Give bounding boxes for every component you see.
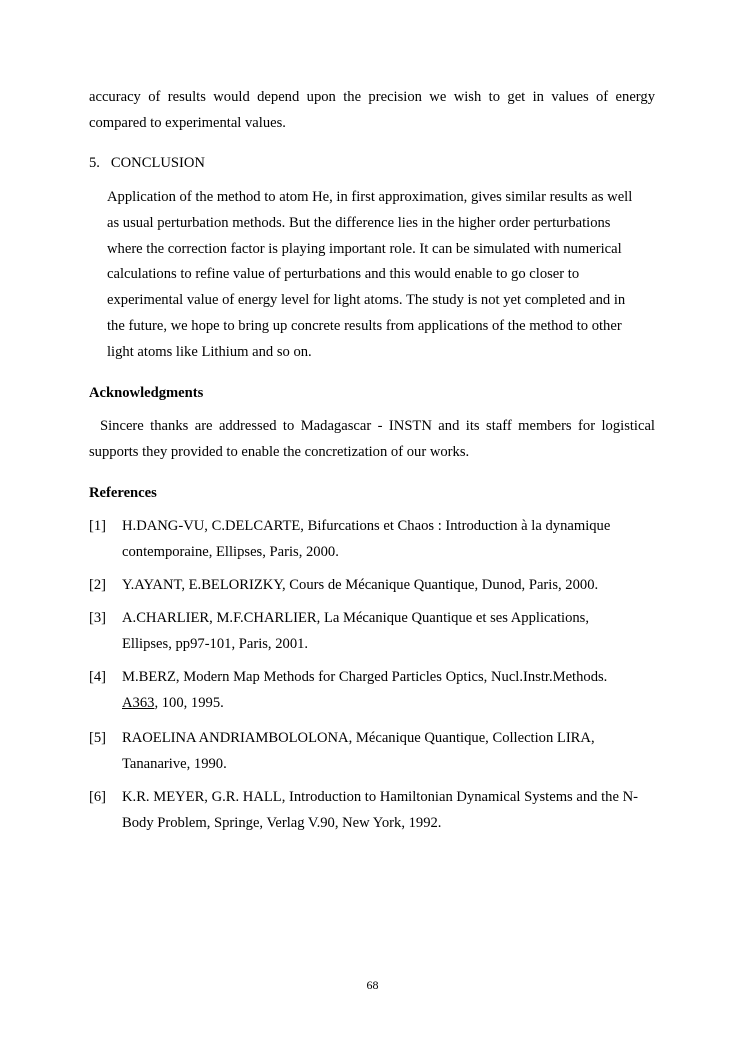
reference-line: A.CHARLIER, M.F.CHARLIER, La Mécanique Quantique et ses Applications, [122, 610, 589, 626]
reference-line: Ellipses, pp97-101, Paris, 2001. [122, 635, 309, 652]
conclusion-line: Application of the method to atom He, in first approximation, gives similar results as well [107, 189, 633, 205]
reference-line: H.DANG-VU, C.DELCARTE, Bifurcations et Chaos : Introduction à la dynamique [122, 518, 611, 534]
page-number: 68 [366, 978, 379, 992]
reference-line: Body Problem, Springe, Verlag V.90, New York, 1992. [122, 814, 442, 831]
conclusion-line: as usual perturbation methods. But the difference lies in the higher order perturbations [107, 214, 611, 231]
volume-link[interactable]: A363 [122, 694, 155, 711]
reference-line: contemporaine, Ellipses, Paris, 2000. [122, 543, 339, 560]
reference-line: Y.AYANT, E.BELORIZKY, Cours de Mécanique Quantique, Dunod, Paris, 2000. [122, 577, 599, 593]
reference-number: [3] [89, 610, 107, 626]
reference-number: [1] [89, 518, 107, 534]
section-number: 5. [89, 155, 100, 171]
conclusion-line: calculations to refine value of perturbations and this would enable to go closer to [107, 266, 580, 283]
conclusion-line: the future, we hope to bring up concrete results from applications of the method to other [107, 317, 622, 334]
reference-number: [6] [89, 789, 107, 805]
acknowledgments-text: Sincere thanks are addressed to Madagascar - INSTN and its staff members for logistical supports they provided to enable the concretization of our works. [89, 418, 655, 460]
reference-number: [4] [89, 669, 107, 685]
reference-line [122, 691, 657, 717]
reference-line: RAOELINA ANDRIAMBOLOLONA, Mécanique Quantique, Collection LIRA, [122, 730, 595, 746]
conclusion-line: where the correction factor is playing important role. It can be simulated with numerical [107, 240, 622, 257]
section-title: CONCLUSION [110, 155, 205, 171]
reference-line: K.R. MEYER, G.R. HALL, Introduction to Hamiltonian Dynamical Systems and the N- [122, 789, 638, 805]
acknowledgments-heading: Acknowledgments [89, 385, 204, 401]
reference-number: [5] [89, 730, 107, 746]
intro-paragraph: accuracy of results would depend upon the precision we wish to get in values of energy compared to experimental values. [89, 89, 655, 131]
conclusion-line: light atoms like Lithium and so on. [107, 343, 312, 360]
conclusion-heading [89, 153, 205, 173]
reference-line: M.BERZ, Modern Map Methods for Charged Particles Optics, Nucl.Instr.Methods. [122, 669, 608, 685]
conclusion-body [107, 185, 655, 366]
references-heading: References [89, 485, 157, 501]
reference-number: [2] [89, 577, 107, 593]
reference-line: Tananarive, 1990. [122, 755, 227, 772]
conclusion-line: experimental value of energy level for light atoms. The study is not yet completed and in [107, 292, 626, 309]
reference-line-rest: , 100, 1995. [154, 694, 224, 711]
